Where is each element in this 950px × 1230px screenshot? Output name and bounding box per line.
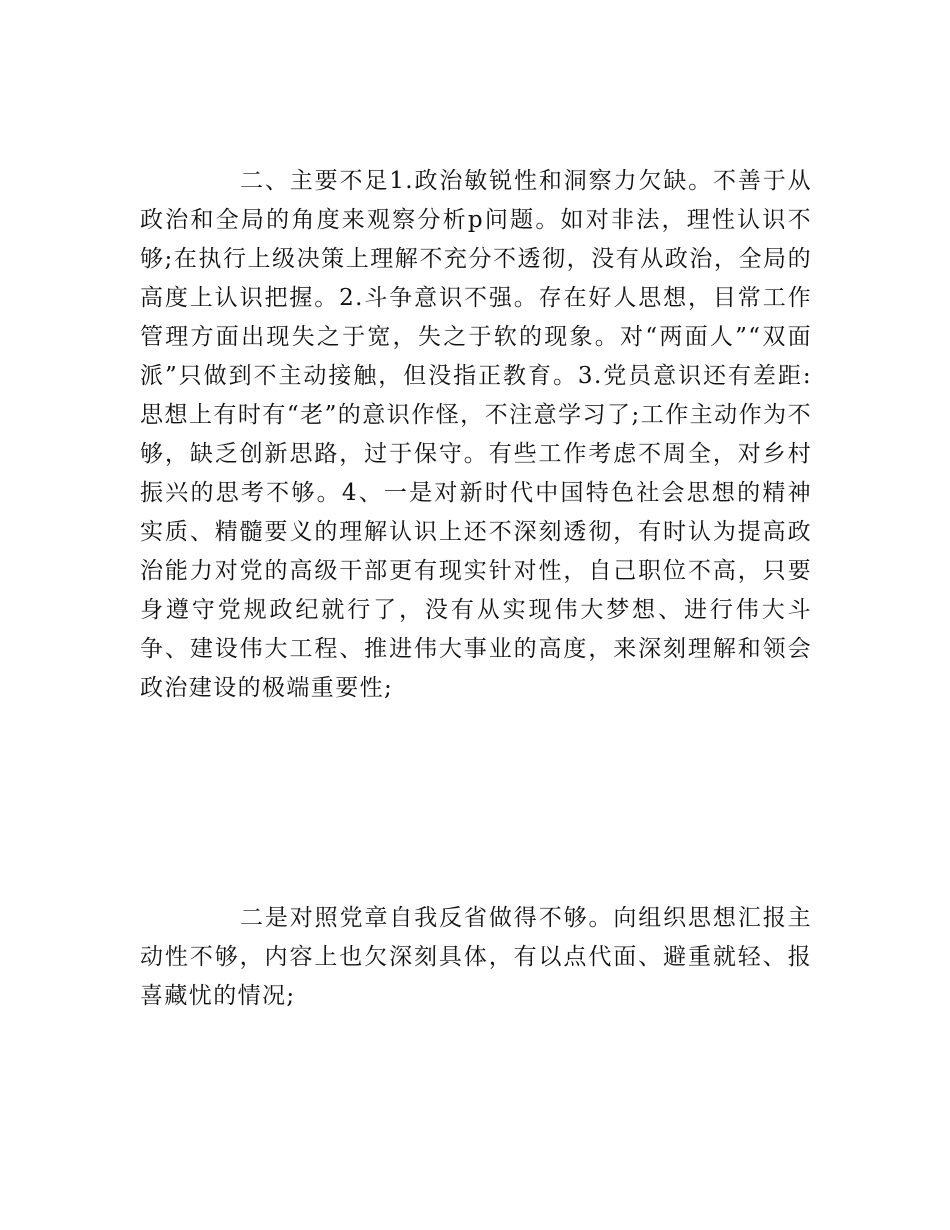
body-paragraph: 二是对照党章自我反省做得不够。向组织思想汇报主动性不够，内容上也欠深刻具体，有以点代面、避重就轻、报喜藏忧的情况; [140,905,812,1009]
body-paragraph: 二、主要不足1.政治敏锐性和洞察力欠缺。不善于从政治和全局的角度来观察分析p问题。如对非法，理性认识不够;在执行上级决策上理解不充分不透彻，没有从政治，全局的高度上认识把握。2.斗争意识不强。存在好人思想，目常工作管理方面出现失之于宽，失之于软的现象。对“两面人”“双面派”只做到不主动接触，但没指正教育。3.党员意识还有差距: 思想上有时有“老”的意识作怪，不注意学习了;工作主动作为不够，缺乏创新思路，过于保守。有些工作考虑不周全，对乡村振兴的思考不够。4、一是对新时代中国特色社会思想的精神实质、精髓要义的理解认识上还不深刻透彻，有时认为提高政治能力对党的高级干部更有现实针对性，自己职位不高，只要身遵守党规政纪就行了，没有从实现伟大梦想、进行伟大斗争、建设伟大工程、推进伟大事业的高度，来深刻理解和领会政治建设的极端重要性; [140,168,812,701]
